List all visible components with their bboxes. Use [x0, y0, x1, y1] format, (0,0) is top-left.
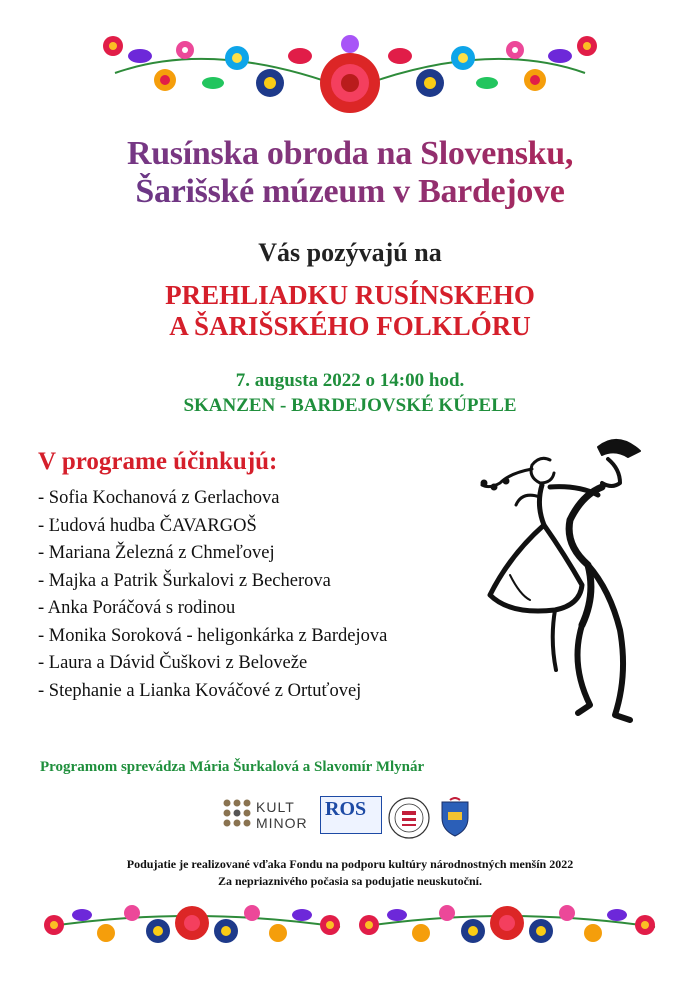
- kult-minor-line-1: KULT: [256, 799, 295, 815]
- footer-weather-note: Za nepriaznivého počasia sa podujatie neuskutoční.: [217, 874, 483, 888]
- organizers-line-2: Šarišské múzeum v Bardejove: [0, 173, 700, 211]
- performer-item: - Laura a Dávid Čuškovi z Beloveže: [38, 653, 308, 673]
- event-venue: SKANZEN - BARDEJOVSKÉ KÚPELE: [183, 395, 517, 416]
- performer-item: - Stephanie a Lianka Kováčové z Ortuťovej: [38, 680, 362, 701]
- kult-minor-wordmark: [256, 799, 308, 831]
- event-title-line-1: PREHLIADKU RUSÍNSKEHO: [165, 280, 535, 310]
- performer-item: - Sofia Kochanová z Gerlachova: [38, 488, 280, 508]
- kult-minor-logo: [222, 796, 314, 842]
- performer-item: - Majka a Patrik Šurkalovi z Becherova: [38, 570, 331, 591]
- organizers-line-1: Rusínska obroda na Slovensku,: [0, 135, 700, 173]
- kult-minor-line-2: MINOR: [256, 815, 308, 831]
- sarisske-muzeum-logo: [387, 796, 431, 840]
- invite-text: Vás pozývajú na: [258, 238, 442, 267]
- event-title-line-2: A ŠARIŠSKÉHO FOLKLÓRU: [169, 311, 531, 341]
- event-date: 7. augusta 2022 o 14:00 hod.: [235, 370, 465, 391]
- bottom-right-floral-ornament: [355, 895, 660, 957]
- program-title: V programe účinkujú:: [38, 448, 278, 475]
- program-host: Programom sprevádza Mária Šurkalová a Slavomír Mlynár: [40, 759, 425, 775]
- bardejov-coat-of-arms-logo: [438, 796, 472, 838]
- ros-wordmark: ROS: [325, 798, 367, 820]
- footer-funding-note: Podujatie je realizované vďaka Fondu na podporu kultúry národnostných menšín 2022: [126, 857, 574, 871]
- performer-item: - Monika Soroková - heligonkárka z Bardejova: [38, 625, 388, 646]
- performers-list: [38, 485, 387, 705]
- performer-item: - Mariana Železná z Chmeľovej: [38, 543, 275, 563]
- dancing-couple-illustration: [470, 425, 670, 730]
- performer-item: - Anka Poráčová s rodinou: [38, 598, 236, 618]
- event-title: [0, 280, 700, 342]
- bottom-left-floral-ornament: [40, 895, 345, 957]
- ros-logo: [320, 796, 382, 834]
- top-floral-ornament: [95, 28, 605, 120]
- performer-item: - Ľudová hudba ČAVARGOŠ: [38, 515, 257, 536]
- kult-minor-mark-icon: [222, 798, 252, 828]
- organizers-heading: [0, 135, 700, 211]
- event-datetime: [0, 368, 700, 418]
- footer-notes: [0, 856, 700, 890]
